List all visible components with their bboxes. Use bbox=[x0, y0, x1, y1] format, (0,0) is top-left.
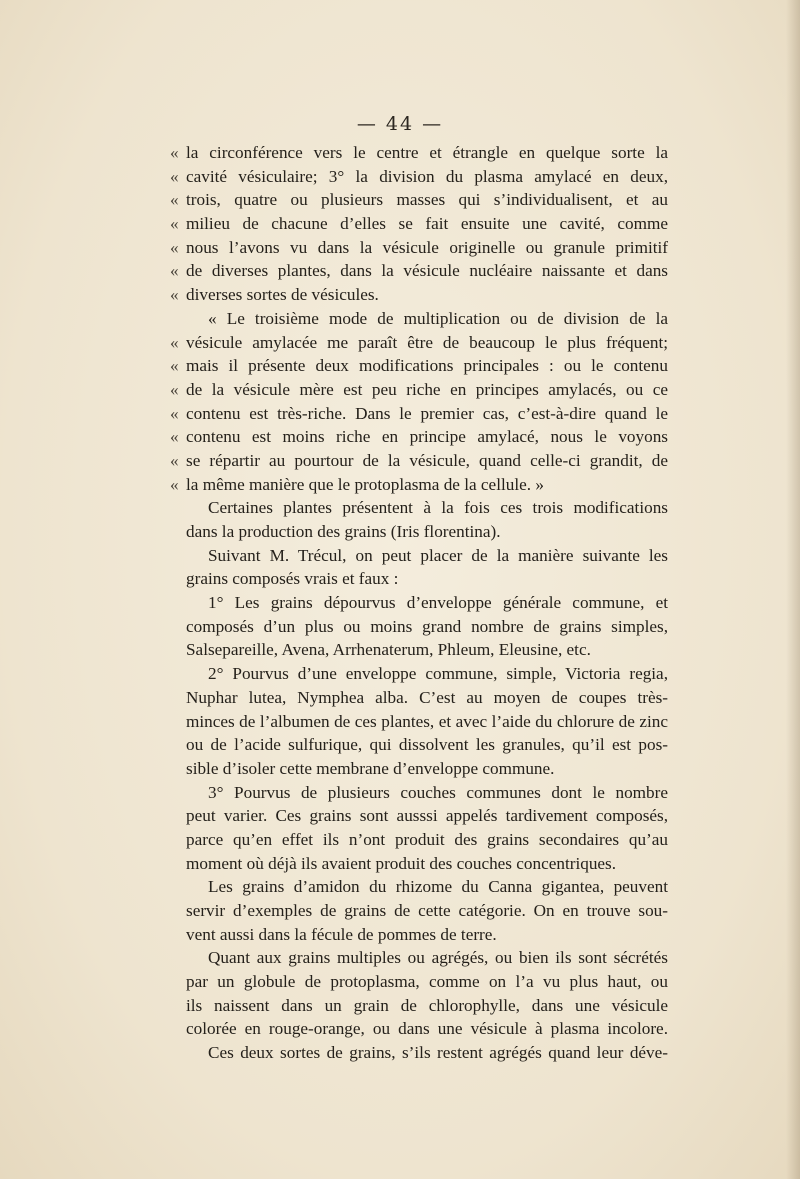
page-number: — 44 — bbox=[356, 113, 444, 135]
text-line bbox=[170, 473, 668, 497]
text-line bbox=[186, 591, 668, 615]
text-line bbox=[170, 354, 668, 378]
text-line bbox=[186, 544, 668, 568]
text-line bbox=[186, 899, 668, 923]
quote-mark: « bbox=[170, 427, 179, 447]
text-line bbox=[170, 378, 668, 402]
quote-mark: « bbox=[170, 143, 179, 162]
line-text: mais il présente deux modifications principales : ou le contenu bbox=[186, 356, 668, 376]
line-text: ils naissent dans un grain de chlorophylle, dans une vésicule bbox=[186, 995, 668, 1015]
line-text: nous l’avons vu dans la vésicule originelle ou granule primitif bbox=[186, 237, 668, 257]
line-text: diverses sortes de vésicules. bbox=[186, 285, 379, 305]
text-line bbox=[186, 970, 668, 994]
text-line bbox=[186, 757, 668, 781]
text-line bbox=[170, 212, 668, 236]
line-text: Salsepareille, Avena, Arrhenaterum, Phleum, Eleusine, etc. bbox=[186, 640, 591, 660]
line-text: grains composés vrais et faux : bbox=[186, 569, 399, 589]
text-line bbox=[186, 307, 668, 331]
line-text: Suivant M. Trécul, on peut placer de la manière suivante les bbox=[208, 545, 668, 565]
text-line bbox=[170, 283, 668, 307]
line-text: de la vésicule mère est peu riche en principes amylacés, ou ce bbox=[186, 379, 668, 399]
page-edge-shadow bbox=[786, 0, 800, 1179]
line-text: la circonférence vers le centre et étrangle en quelque sorte la bbox=[186, 143, 668, 162]
text-line bbox=[186, 520, 668, 544]
line-text: minces de l’albumen de ces plantes, et avec l’aide du chlorure de zinc bbox=[186, 711, 668, 731]
line-text: vent aussi dans la fécule de pommes de terre. bbox=[186, 924, 497, 944]
text-line bbox=[186, 781, 668, 805]
quote-mark: « bbox=[170, 332, 179, 352]
line-text: ou de l’acide sulfurique, qui dissolvent les granules, qu’il est pos- bbox=[186, 735, 668, 755]
line-text: « Le troisième mode de multiplication ou de division de la bbox=[208, 308, 668, 328]
quote-mark: « bbox=[170, 237, 179, 257]
line-text: se répartir au pourtour de la vésicule, quand celle-ci grandit, de bbox=[186, 450, 668, 470]
text-line bbox=[186, 662, 668, 686]
quote-mark: « bbox=[170, 214, 179, 234]
quote-mark: « bbox=[170, 474, 179, 494]
line-text: cavité vésiculaire; 3° la division du plasma amylacé en deux, bbox=[186, 166, 668, 186]
text-line bbox=[186, 1041, 668, 1065]
quote-mark: « bbox=[170, 190, 179, 210]
quote-mark: « bbox=[170, 450, 179, 470]
line-text: peut varier. Ces grains sont ausssi appelés tardivement composés, bbox=[186, 806, 668, 826]
line-text: milieu de chacune d’elles se fait ensuite une cavité, comme bbox=[186, 214, 668, 234]
text-line bbox=[186, 686, 668, 710]
text-line bbox=[186, 638, 668, 662]
quote-mark: « bbox=[170, 379, 179, 399]
line-text: composés d’un plus ou moins grand nombre de grains simples, bbox=[186, 616, 668, 636]
line-text: Ces deux sortes de grains, s’ils restent agrégés quand leur déve- bbox=[208, 1043, 668, 1063]
line-text: contenu est moins riche en principe amylacé, nous le voyons bbox=[186, 427, 668, 447]
quote-mark: « bbox=[170, 285, 179, 305]
text-line bbox=[186, 875, 668, 899]
quote-mark: « bbox=[170, 166, 179, 186]
text-line bbox=[170, 449, 668, 473]
quote-mark: « bbox=[170, 356, 179, 376]
line-text: servir d’exemples de grains de cette catégorie. On en trouve sou- bbox=[186, 901, 668, 920]
text-line bbox=[186, 994, 668, 1018]
text-line bbox=[186, 852, 668, 876]
text-line bbox=[170, 425, 668, 449]
text-line bbox=[186, 946, 668, 970]
line-text: contenu est très-riche. Dans le premier cas, c’est-à-dire quand le bbox=[186, 403, 668, 423]
text-line bbox=[170, 259, 668, 283]
text-line bbox=[186, 923, 668, 947]
line-text: parce qu’en effet ils n’ont produit des grains secondaires qu’au bbox=[186, 829, 668, 849]
line-text: 1° Les grains dépourvus d’enveloppe générale commune, et bbox=[208, 593, 668, 613]
line-text: 3° Pourvus de plusieurs couches communes dont le nombre bbox=[208, 782, 668, 802]
text-line bbox=[186, 615, 668, 639]
text-line bbox=[170, 236, 668, 260]
line-text: Nuphar lutea, Nymphea alba. C’est au moyen de coupes très- bbox=[186, 687, 668, 707]
line-text: sible d’isoler cette membrane d’enveloppe commune. bbox=[186, 758, 555, 778]
text-line bbox=[186, 496, 668, 520]
line-text: dans la production des grains (Iris florentina). bbox=[186, 522, 501, 541]
line-text: moment où déjà ils avaient produit des couches concentriques. bbox=[186, 853, 617, 873]
text-line bbox=[186, 1017, 668, 1041]
text-line bbox=[170, 188, 668, 212]
text-line bbox=[186, 733, 668, 757]
text-line bbox=[170, 331, 668, 355]
line-text: la même manière que le protoplasma de la cellule. » bbox=[186, 474, 544, 494]
text-line bbox=[186, 710, 668, 734]
quote-mark: « bbox=[170, 261, 179, 281]
text-line bbox=[186, 567, 668, 591]
quote-mark: « bbox=[170, 403, 179, 423]
line-text: de diverses plantes, dans la vésicule nucléaire naissante et dans bbox=[186, 261, 668, 281]
line-text: colorée en rouge-orange, ou dans une vésicule à plasma incolore. bbox=[186, 1019, 668, 1039]
line-text: vésicule amylacée me paraît être de beaucoup le plus fréquent; bbox=[186, 332, 668, 352]
line-text: par un globule de protoplasma, comme on l’a vu plus haut, ou bbox=[186, 972, 668, 992]
text-line bbox=[170, 165, 668, 189]
line-text: 2° Pourvus d’une enveloppe commune, simple, Victoria regia, bbox=[208, 664, 668, 684]
line-text: trois, quatre ou plusieurs masses qui s’individualisent, et au bbox=[186, 190, 668, 210]
line-text: Quant aux grains multiples ou agrégés, ou bien ils sont sécrétés bbox=[208, 948, 668, 968]
text-line bbox=[186, 804, 668, 828]
body-text bbox=[170, 141, 668, 1065]
text-line bbox=[170, 141, 668, 165]
line-text: Les grains d’amidon du rhizome du Canna gigantea, peuvent bbox=[208, 877, 668, 897]
text-line bbox=[170, 402, 668, 426]
text-line bbox=[186, 828, 668, 852]
line-text: Certaines plantes présentent à la fois ces trois modifications bbox=[208, 498, 668, 518]
